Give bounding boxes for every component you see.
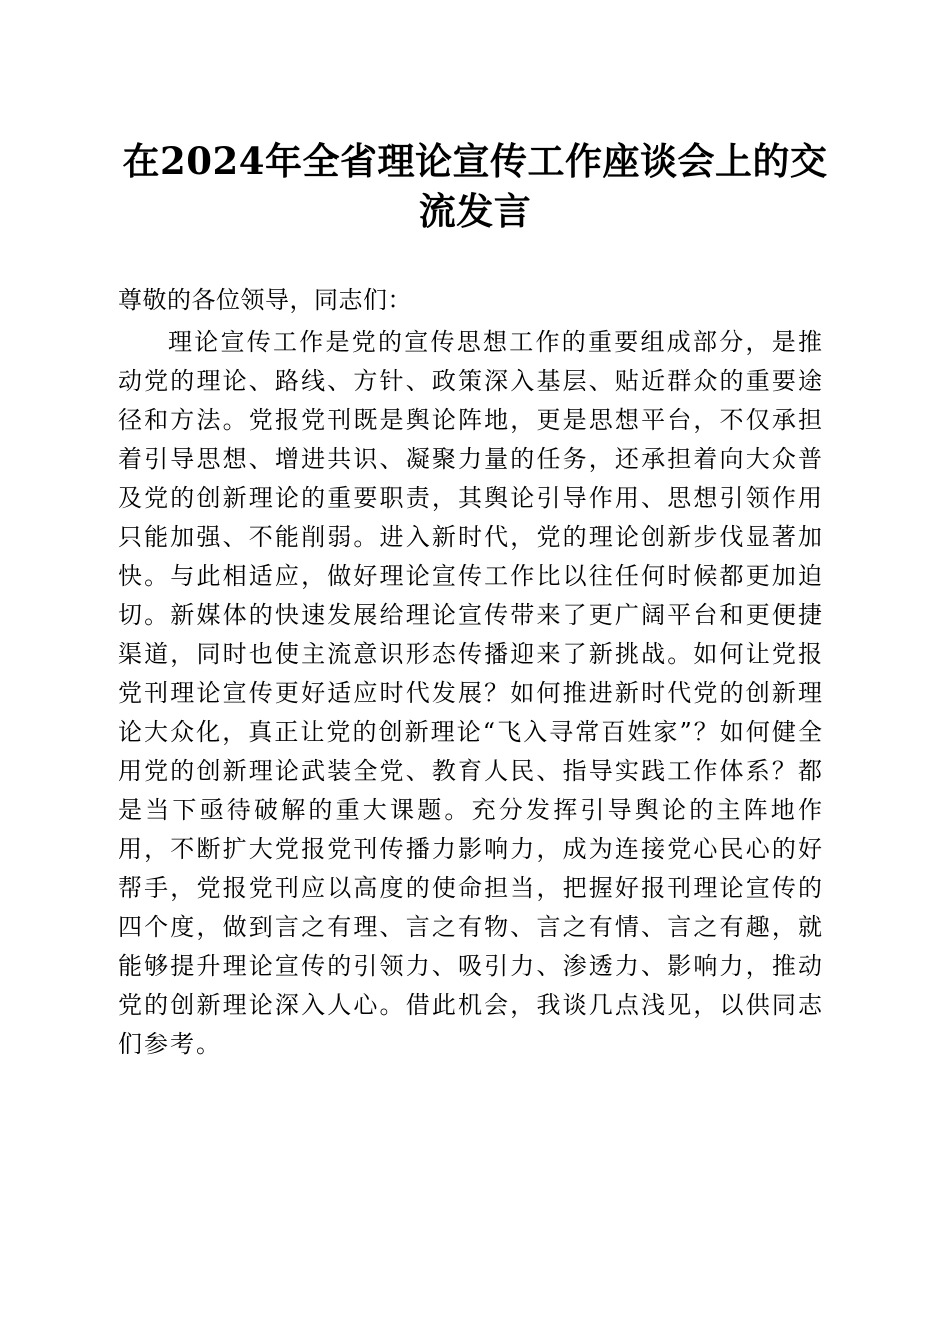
salutation: 尊敬的各位领导，同志们： [118,286,412,314]
document-title: 在2024年全省理论宣传工作座谈会上的交流发言 [122,139,828,233]
body-paragraph: 理论宣传工作是党的宣传思想工作的重要组成部分，是推动党的理论、路线、方针、政策深入基层、贴近群众的重要途径和方法。党报党刊既是舆论阵地，更是思想平台，不仅承担着引导思想、增进共识、凝聚力量的任务，还承担着向大众普及党的创新理论的重要职责，其舆论引导作用、思想引领作用只能加强、不能削弱。进入新时代，党的理论创新步伐显著加快。与此相适应，做好理论宣传工作比以往任何时候都更加迫切。新媒体的快速发展给理论宣传带来了更广阔平台和更便捷渠道，同时也使主流意识形态传播迎来了新挑战。如何让党报党刊理论宣传更好适应时代发展？如何推进新时代党的创新理论大众化，真正让党的创新理论“飞入寻常百姓家”？如何健全用党的创新理论武装全党、教育人民、指导实践工作体系？都是当下亟待破解的重大课题。充分发挥引导舆论的主阵地作用，不断扩大党报党刊传播力影响力，成为连接党心民心的好帮手，党报党刊应以高度的使命担当，把握好报刊理论宣传的四个度，做到言之有理、言之有物、言之有情、言之有趣，就能够提升理论宣传的引领力、吸引力、渗透力、影响力，推动党的创新理论深入人心。借此机会，我谈几点浅见，以供同志们参考。 [118,328,824,1058]
